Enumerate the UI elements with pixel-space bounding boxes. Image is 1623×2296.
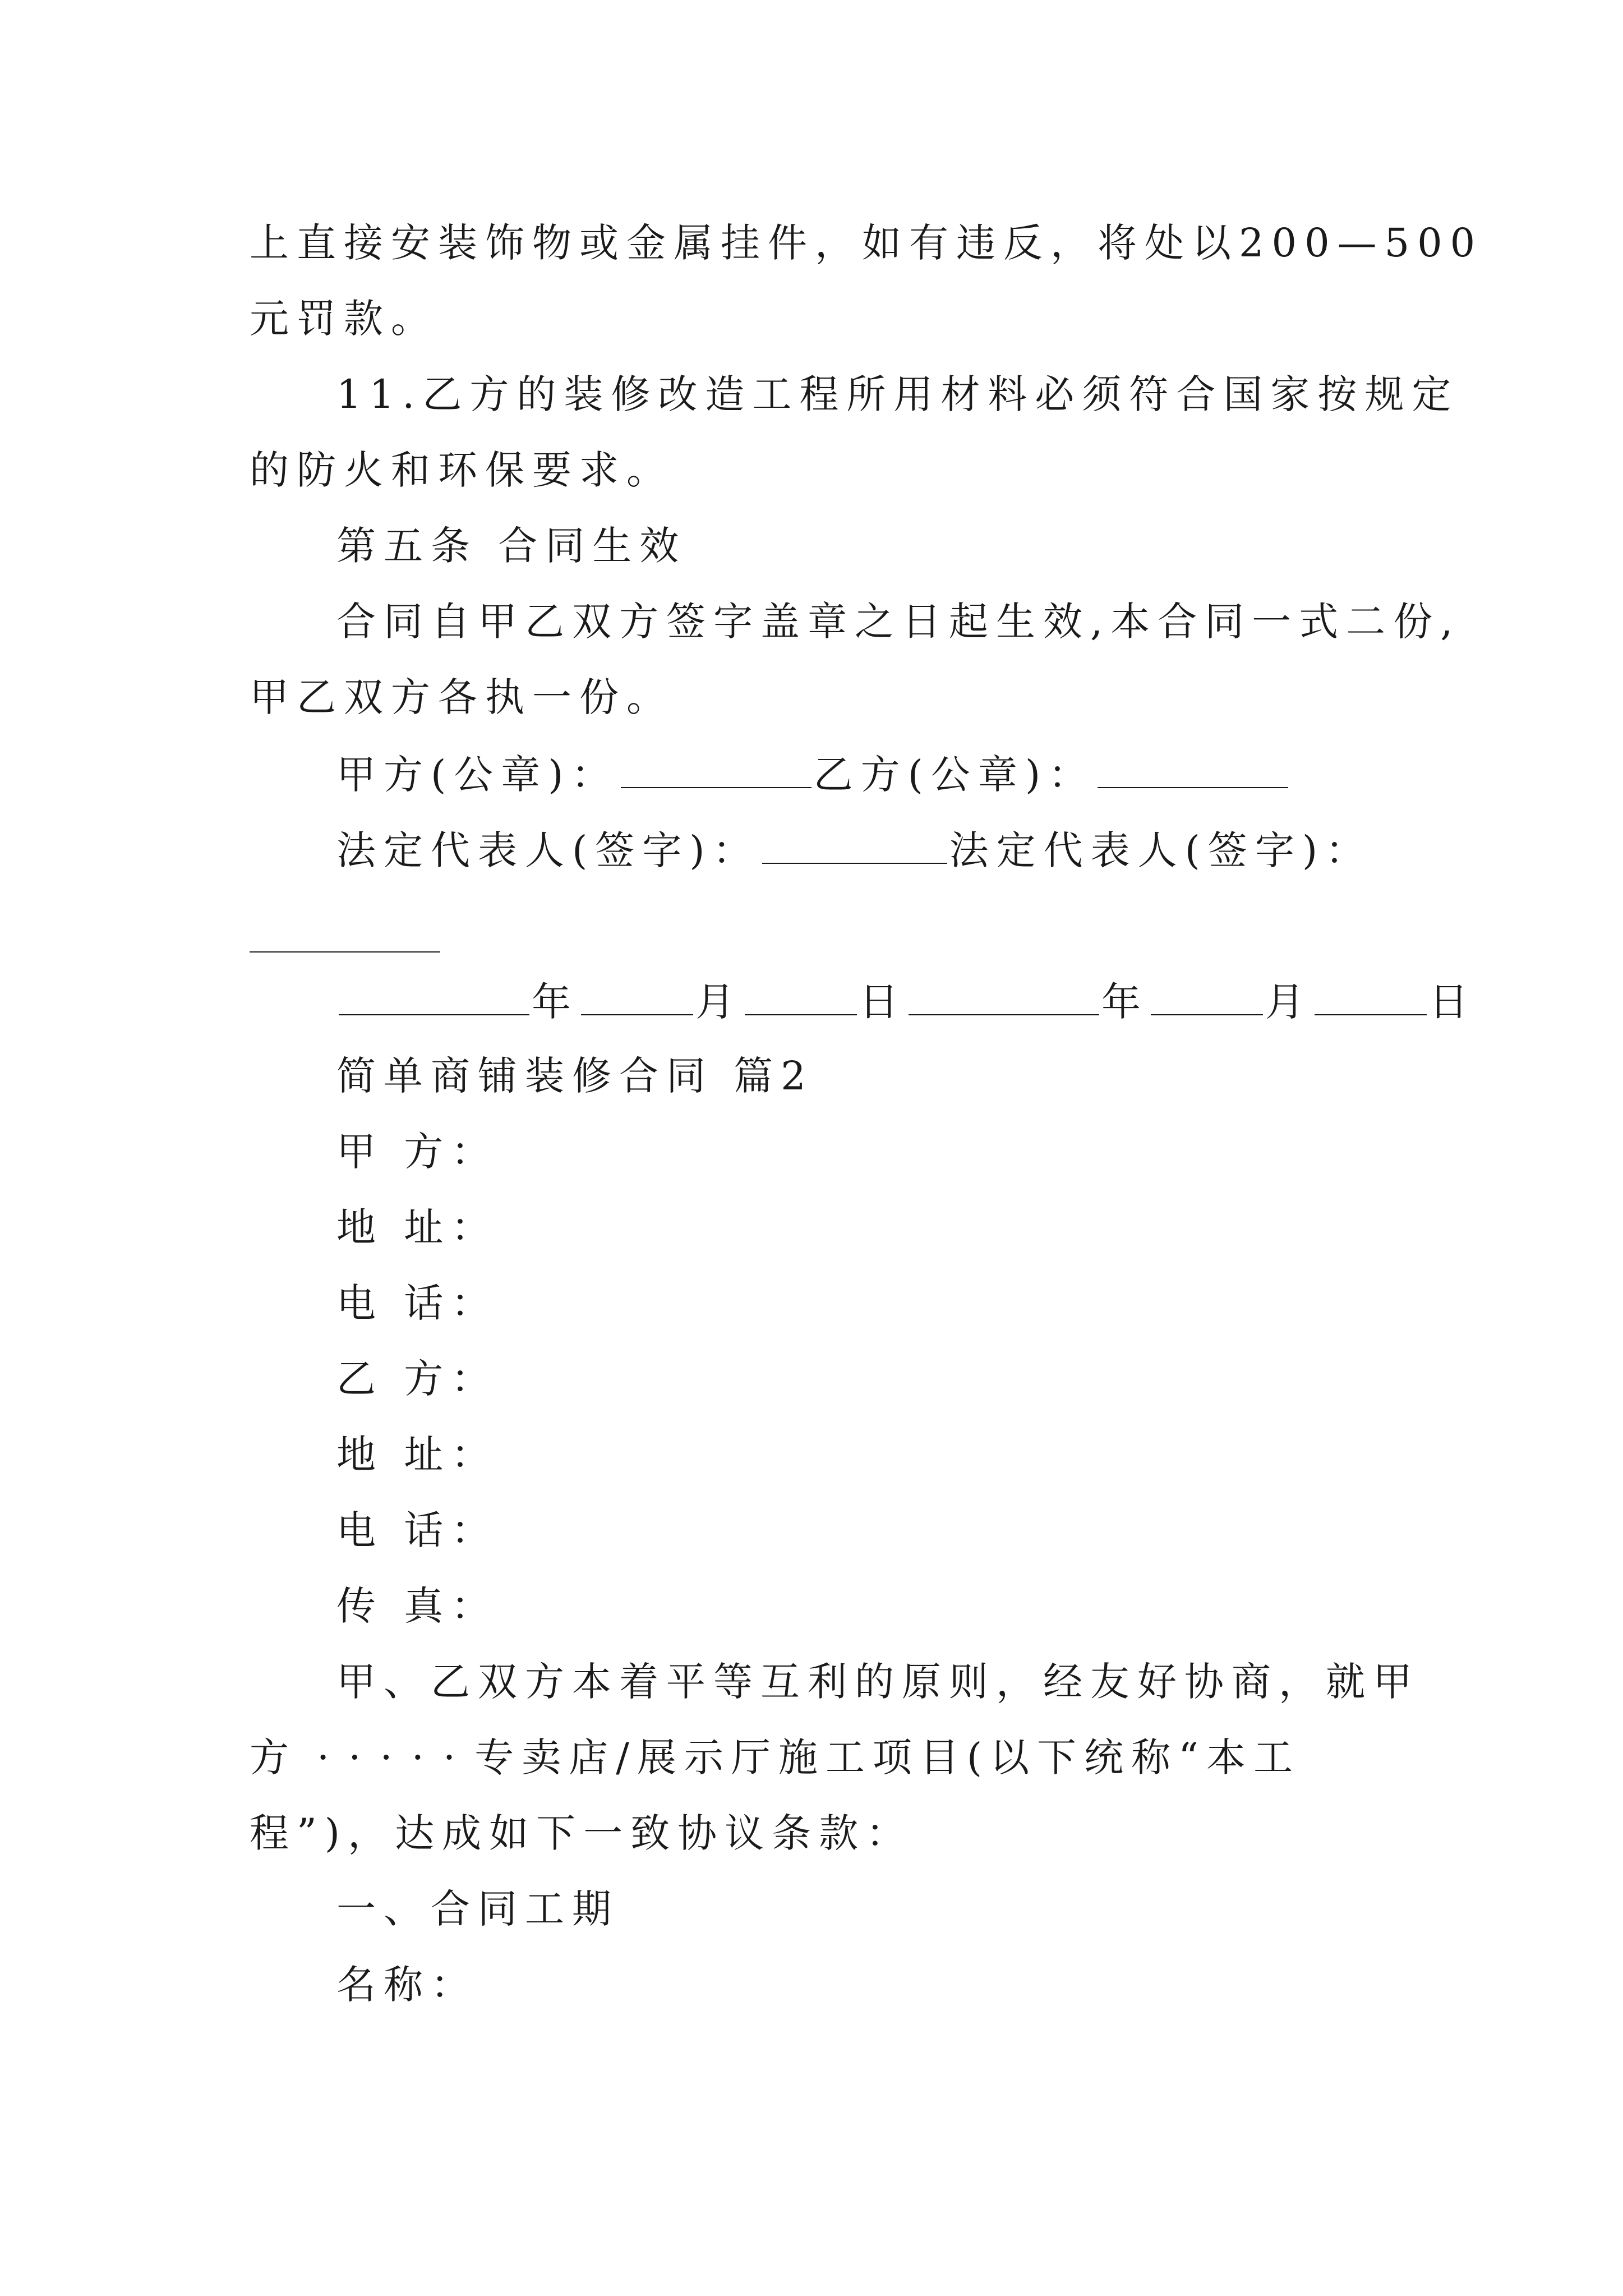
party-a-label: 甲 方： — [336, 1129, 499, 1175]
intro-text-a: 方 — [250, 1734, 297, 1780]
paragraph-line: 元罚款。 — [250, 296, 438, 342]
party-b-seal-label: 乙方(公章)： — [813, 752, 1096, 798]
rep-b-blank — [250, 951, 440, 953]
redaction-dots: ····· — [317, 1734, 475, 1780]
paragraph-line: 甲、乙双方本着平等互利的原则，经友好协商，就甲 — [336, 1659, 1420, 1705]
phone-b-label: 电 话： — [336, 1507, 499, 1553]
article-heading: 第五条 合同生效 — [336, 523, 687, 569]
month-b-label: 月 — [1265, 979, 1312, 1025]
month-b-blank — [1151, 981, 1263, 1015]
year-a-label: 年 — [532, 979, 579, 1025]
representative-line — [336, 827, 1382, 873]
fax-label: 传 真： — [336, 1583, 499, 1629]
month-a-blank — [581, 981, 693, 1015]
paragraph-line: 上直接安装饰物或金属挂件，如有违反，将处以200—500 — [250, 220, 1483, 266]
day-a-blank — [745, 981, 857, 1015]
paragraph-line: 的防火和环保要求。 — [250, 447, 674, 493]
address-a-label: 地 址： — [336, 1204, 499, 1250]
day-b-label: 日 — [1429, 979, 1476, 1025]
paragraph-line: 甲乙双方各执一份。 — [250, 674, 674, 720]
rep-a-blank — [762, 829, 947, 864]
year-a-blank — [339, 981, 529, 1015]
year-b-label: 年 — [1101, 979, 1149, 1025]
rep-a-label: 法定代表人(签字)： — [336, 827, 760, 873]
month-a-label: 月 — [695, 979, 743, 1025]
date-line — [336, 979, 1476, 1025]
paragraph-line — [250, 1734, 1382, 1780]
contract-title: 简单商铺装修合同 篇2 — [336, 1053, 814, 1099]
day-b-blank — [1315, 981, 1427, 1015]
phone-a-label: 电 话： — [336, 1280, 499, 1326]
paragraph-line: 程”)，达成如下一致协议条款： — [250, 1810, 914, 1856]
party-b-seal-blank — [1098, 753, 1288, 788]
intro-text-b: 专卖店/展示厅施工项目(以下统称“本工 — [474, 1734, 1301, 1780]
rep-b-label: 法定代表人(签字)： — [949, 827, 1373, 873]
party-b-label: 乙 方： — [336, 1356, 499, 1402]
seal-line — [336, 752, 1382, 798]
paragraph-line: 11.乙方的装修改造工程所用材料必须符合国家按规定 — [336, 371, 1459, 417]
paragraph-line: 合同自甲乙双方签字盖章之日起生效,本合同一式二份, — [336, 599, 1461, 645]
party-a-seal-blank — [621, 753, 811, 788]
party-a-seal-label: 甲方(公章)： — [336, 752, 619, 798]
section-heading: 一、合同工期 — [336, 1886, 619, 1932]
day-a-label: 日 — [859, 979, 906, 1025]
address-b-label: 地 址： — [336, 1432, 499, 1478]
year-b-blank — [909, 981, 1099, 1015]
name-label: 名称： — [336, 1962, 478, 2008]
